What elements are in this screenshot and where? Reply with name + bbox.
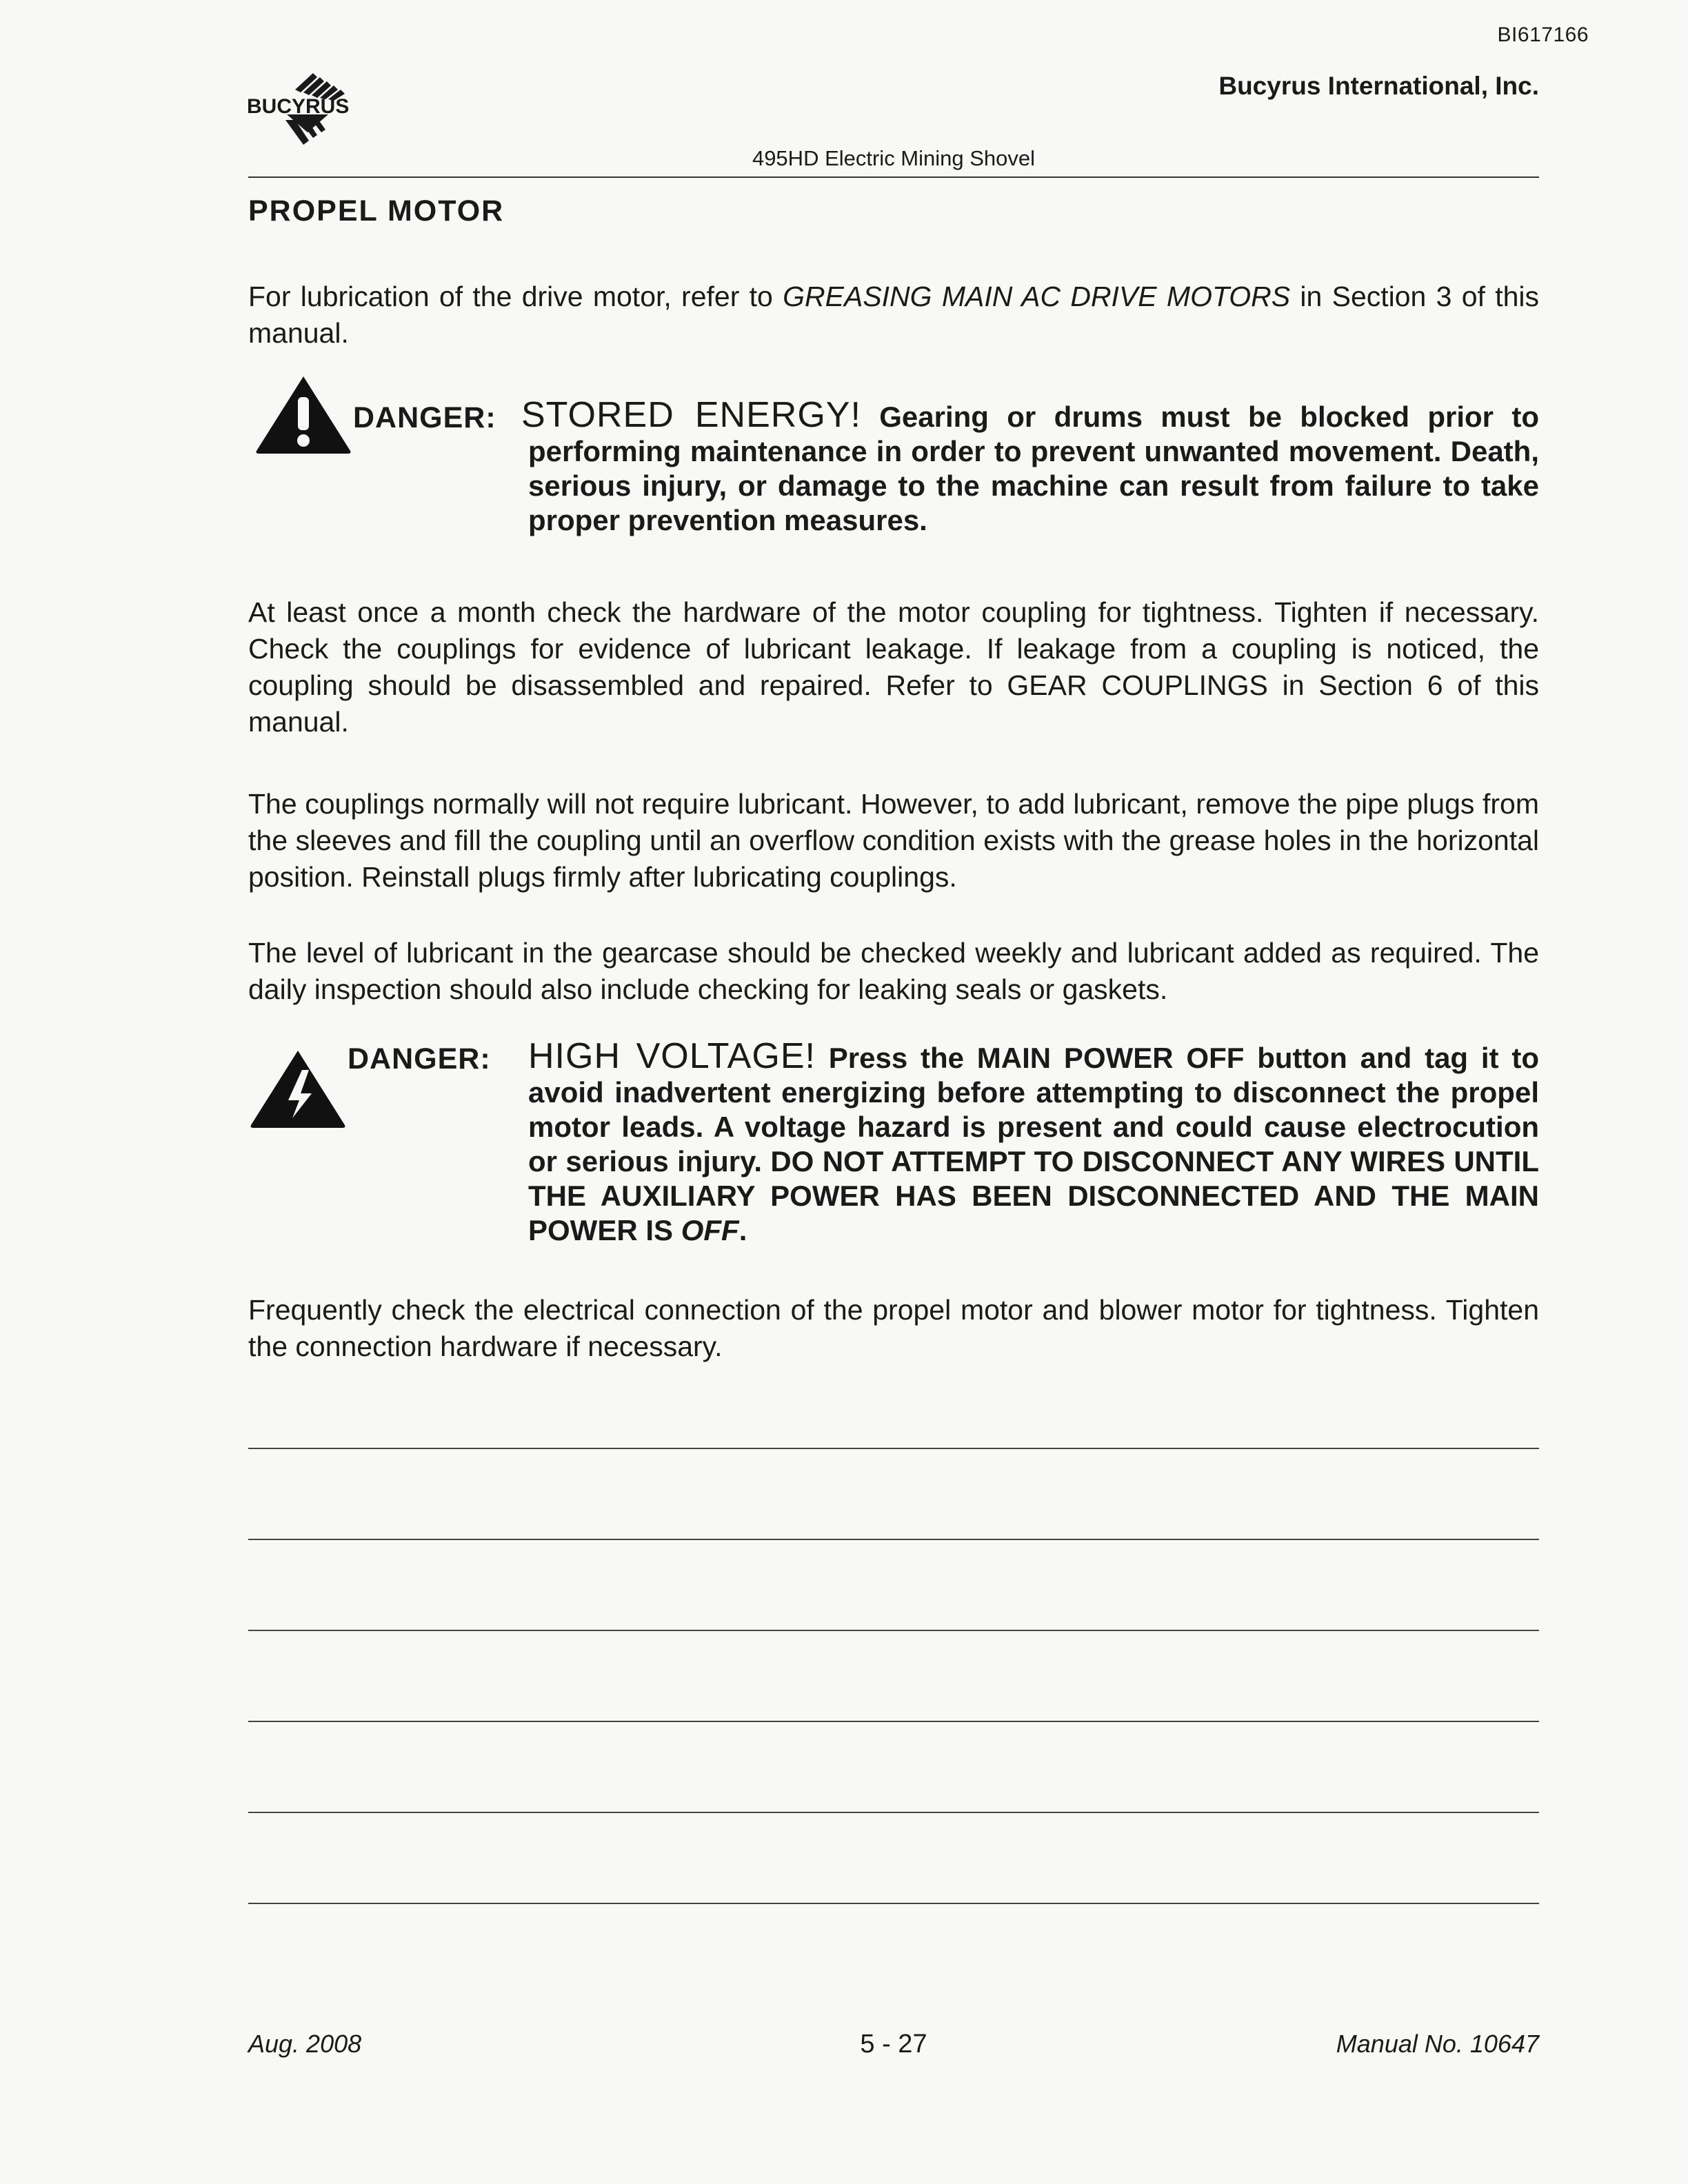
paragraph: At least once a month check the hardware of the motor coupling for tightness. Tighten if necessary. Check the couplings for evidence of lubricant leakage. If leakage from a coupling is noticed, the coupling should be disassembled and repaired. Refer to GEAR COUPLINGS in Section 6 of this manual. bbox=[248, 596, 1539, 738]
document-subtitle: 495HD Electric Mining Shovel bbox=[752, 146, 1036, 170]
bucyrus-logo bbox=[245, 72, 370, 149]
section-title: PROPEL MOTOR bbox=[248, 194, 505, 228]
high-voltage-icon bbox=[248, 1048, 348, 1131]
footer-date: Aug. 2008 bbox=[248, 2030, 362, 2058]
notes-line bbox=[248, 1448, 1539, 1449]
danger-stored-energy-text: STORED ENERGY! Gearing or drums must be blocked prior to performing maintenance in order to prevent unwanted movement. Death, serious injury, or damage to the machine can result from failure to take proper prevention measures. bbox=[521, 395, 1539, 536]
svg-text:BUCYRUS: BUCYRUS bbox=[247, 95, 350, 118]
notes-line bbox=[248, 1903, 1539, 1904]
paragraph: The couplings normally will not require lubricant. However, to add lubricant, remove the pipe plugs from the sleeves and fill the coupling until an overflow condition exists with the grease holes in the horizontal position. Reinstall plugs firmly after lubricating couplings. bbox=[248, 788, 1539, 893]
notes-line bbox=[248, 1721, 1539, 1722]
danger-headline: HIGH VOLTAGE! bbox=[528, 1036, 816, 1076]
manual-number: Manual No. 10647 bbox=[1336, 2030, 1539, 2058]
final-paragraph: Frequently check the electrical connection of the propel motor and blower motor for tightness. Tighten the connection hardware if necessary. bbox=[248, 1294, 1539, 1362]
notes-line bbox=[248, 1630, 1539, 1631]
danger-headline: STORED ENERGY! bbox=[521, 395, 861, 435]
header-rule bbox=[248, 176, 1539, 178]
warning-exclamation-icon bbox=[254, 372, 353, 455]
danger-high-voltage-text: HIGH VOLTAGE! Press the MAIN POWER OFF button and tag it to avoid inadvertent energizing before attempting to disconnect the propel motor leads. A voltage hazard is present and could cause electrocution or serious injury. DO NOT ATTEMPT TO DISCONNECT ANY WIRES UNTIL THE AUXILIARY POWER HAS BEEN DISCONNECTED AND THE MAIN POWER IS OFF. bbox=[528, 1036, 1539, 1246]
page-number: 5 - 27 bbox=[860, 2030, 927, 2059]
danger-label: DANGER: bbox=[353, 401, 496, 434]
intro-paragraph: For lubrication of the drive motor, refer to GREASING MAIN AC DRIVE MOTORS in Section 3 of this manual. bbox=[248, 281, 1539, 349]
paragraph: The level of lubricant in the gearcase should be checked weekly and lubricant added as required. The daily inspection should also include checking for leaking seals or gaskets. bbox=[248, 937, 1539, 1005]
document-id: BI617166 bbox=[1497, 23, 1589, 46]
notes-line bbox=[248, 1812, 1539, 1813]
section-reference: GREASING MAIN AC DRIVE MOTORS bbox=[783, 281, 1291, 312]
company-name: Bucyrus International, Inc. bbox=[1218, 72, 1539, 100]
danger-label: DANGER: bbox=[348, 1042, 491, 1075]
notes-line bbox=[248, 1539, 1539, 1540]
